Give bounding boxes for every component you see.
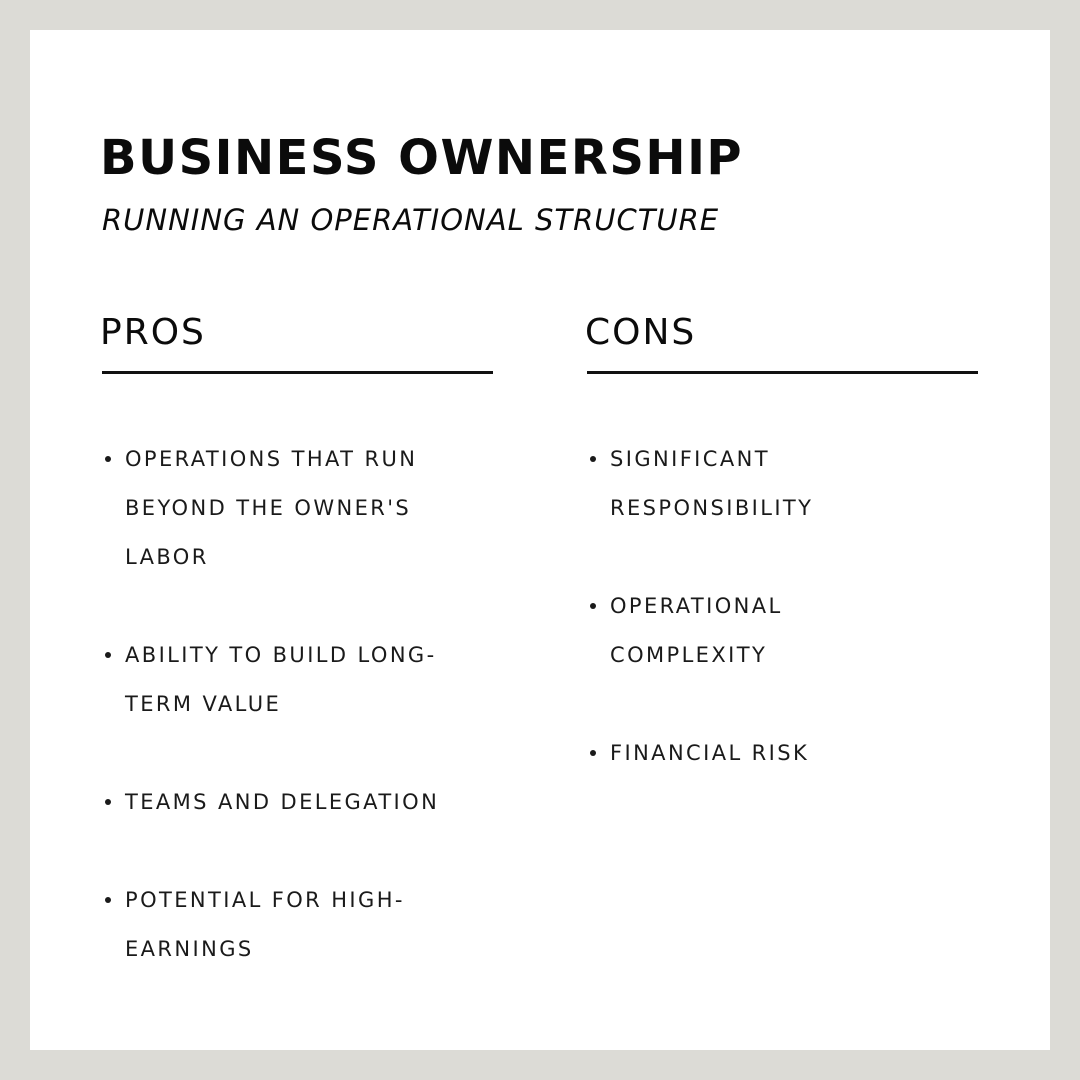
- pros-list-item: [100, 778, 492, 827]
- bullet-dot-icon: [105, 799, 111, 805]
- cons-heading: CONS: [585, 312, 697, 353]
- pros-column: [100, 310, 492, 961]
- pros-item-text: OPERATIONS THAT RUN BEYOND THE OWNER'S LABOR: [125, 447, 418, 569]
- pros-item-text: POTENTIAL FOR HIGH-EARNINGS: [125, 888, 405, 961]
- bullet-dot-icon: [590, 456, 596, 462]
- content-card: [30, 30, 1050, 1050]
- pros-list-item: [100, 876, 492, 974]
- cons-item-text: OPERATIONAL COMPLEXITY: [610, 594, 783, 667]
- pros-item-text: ABILITY TO BUILD LONG-TERM VALUE: [125, 643, 437, 716]
- cons-list-item: [585, 729, 977, 778]
- cons-list-item: [585, 435, 977, 533]
- pros-list-item: [100, 435, 492, 582]
- bullet-dot-icon: [105, 652, 111, 658]
- pros-divider: [102, 371, 493, 374]
- bullet-dot-icon: [590, 750, 596, 756]
- cons-item-text: SIGNIFICANT RESPONSIBILITY: [610, 447, 814, 520]
- bullet-dot-icon: [105, 456, 111, 462]
- page-title: BUSINESS OWNERSHIP: [100, 130, 744, 186]
- cons-column: [585, 310, 977, 765]
- cons-item-text: FINANCIAL RISK: [610, 741, 810, 765]
- cons-list: [585, 435, 977, 827]
- cons-list-item: [585, 582, 977, 680]
- pros-list-item: [100, 631, 492, 729]
- pros-item-text: TEAMS AND DELEGATION: [125, 790, 440, 814]
- cons-divider: [587, 371, 978, 374]
- bullet-dot-icon: [590, 603, 596, 609]
- pros-list: [100, 435, 492, 1023]
- pros-heading: PROS: [100, 312, 206, 353]
- bullet-dot-icon: [105, 897, 111, 903]
- page-subtitle: RUNNING AN OPERATIONAL STRUCTURE: [102, 203, 720, 237]
